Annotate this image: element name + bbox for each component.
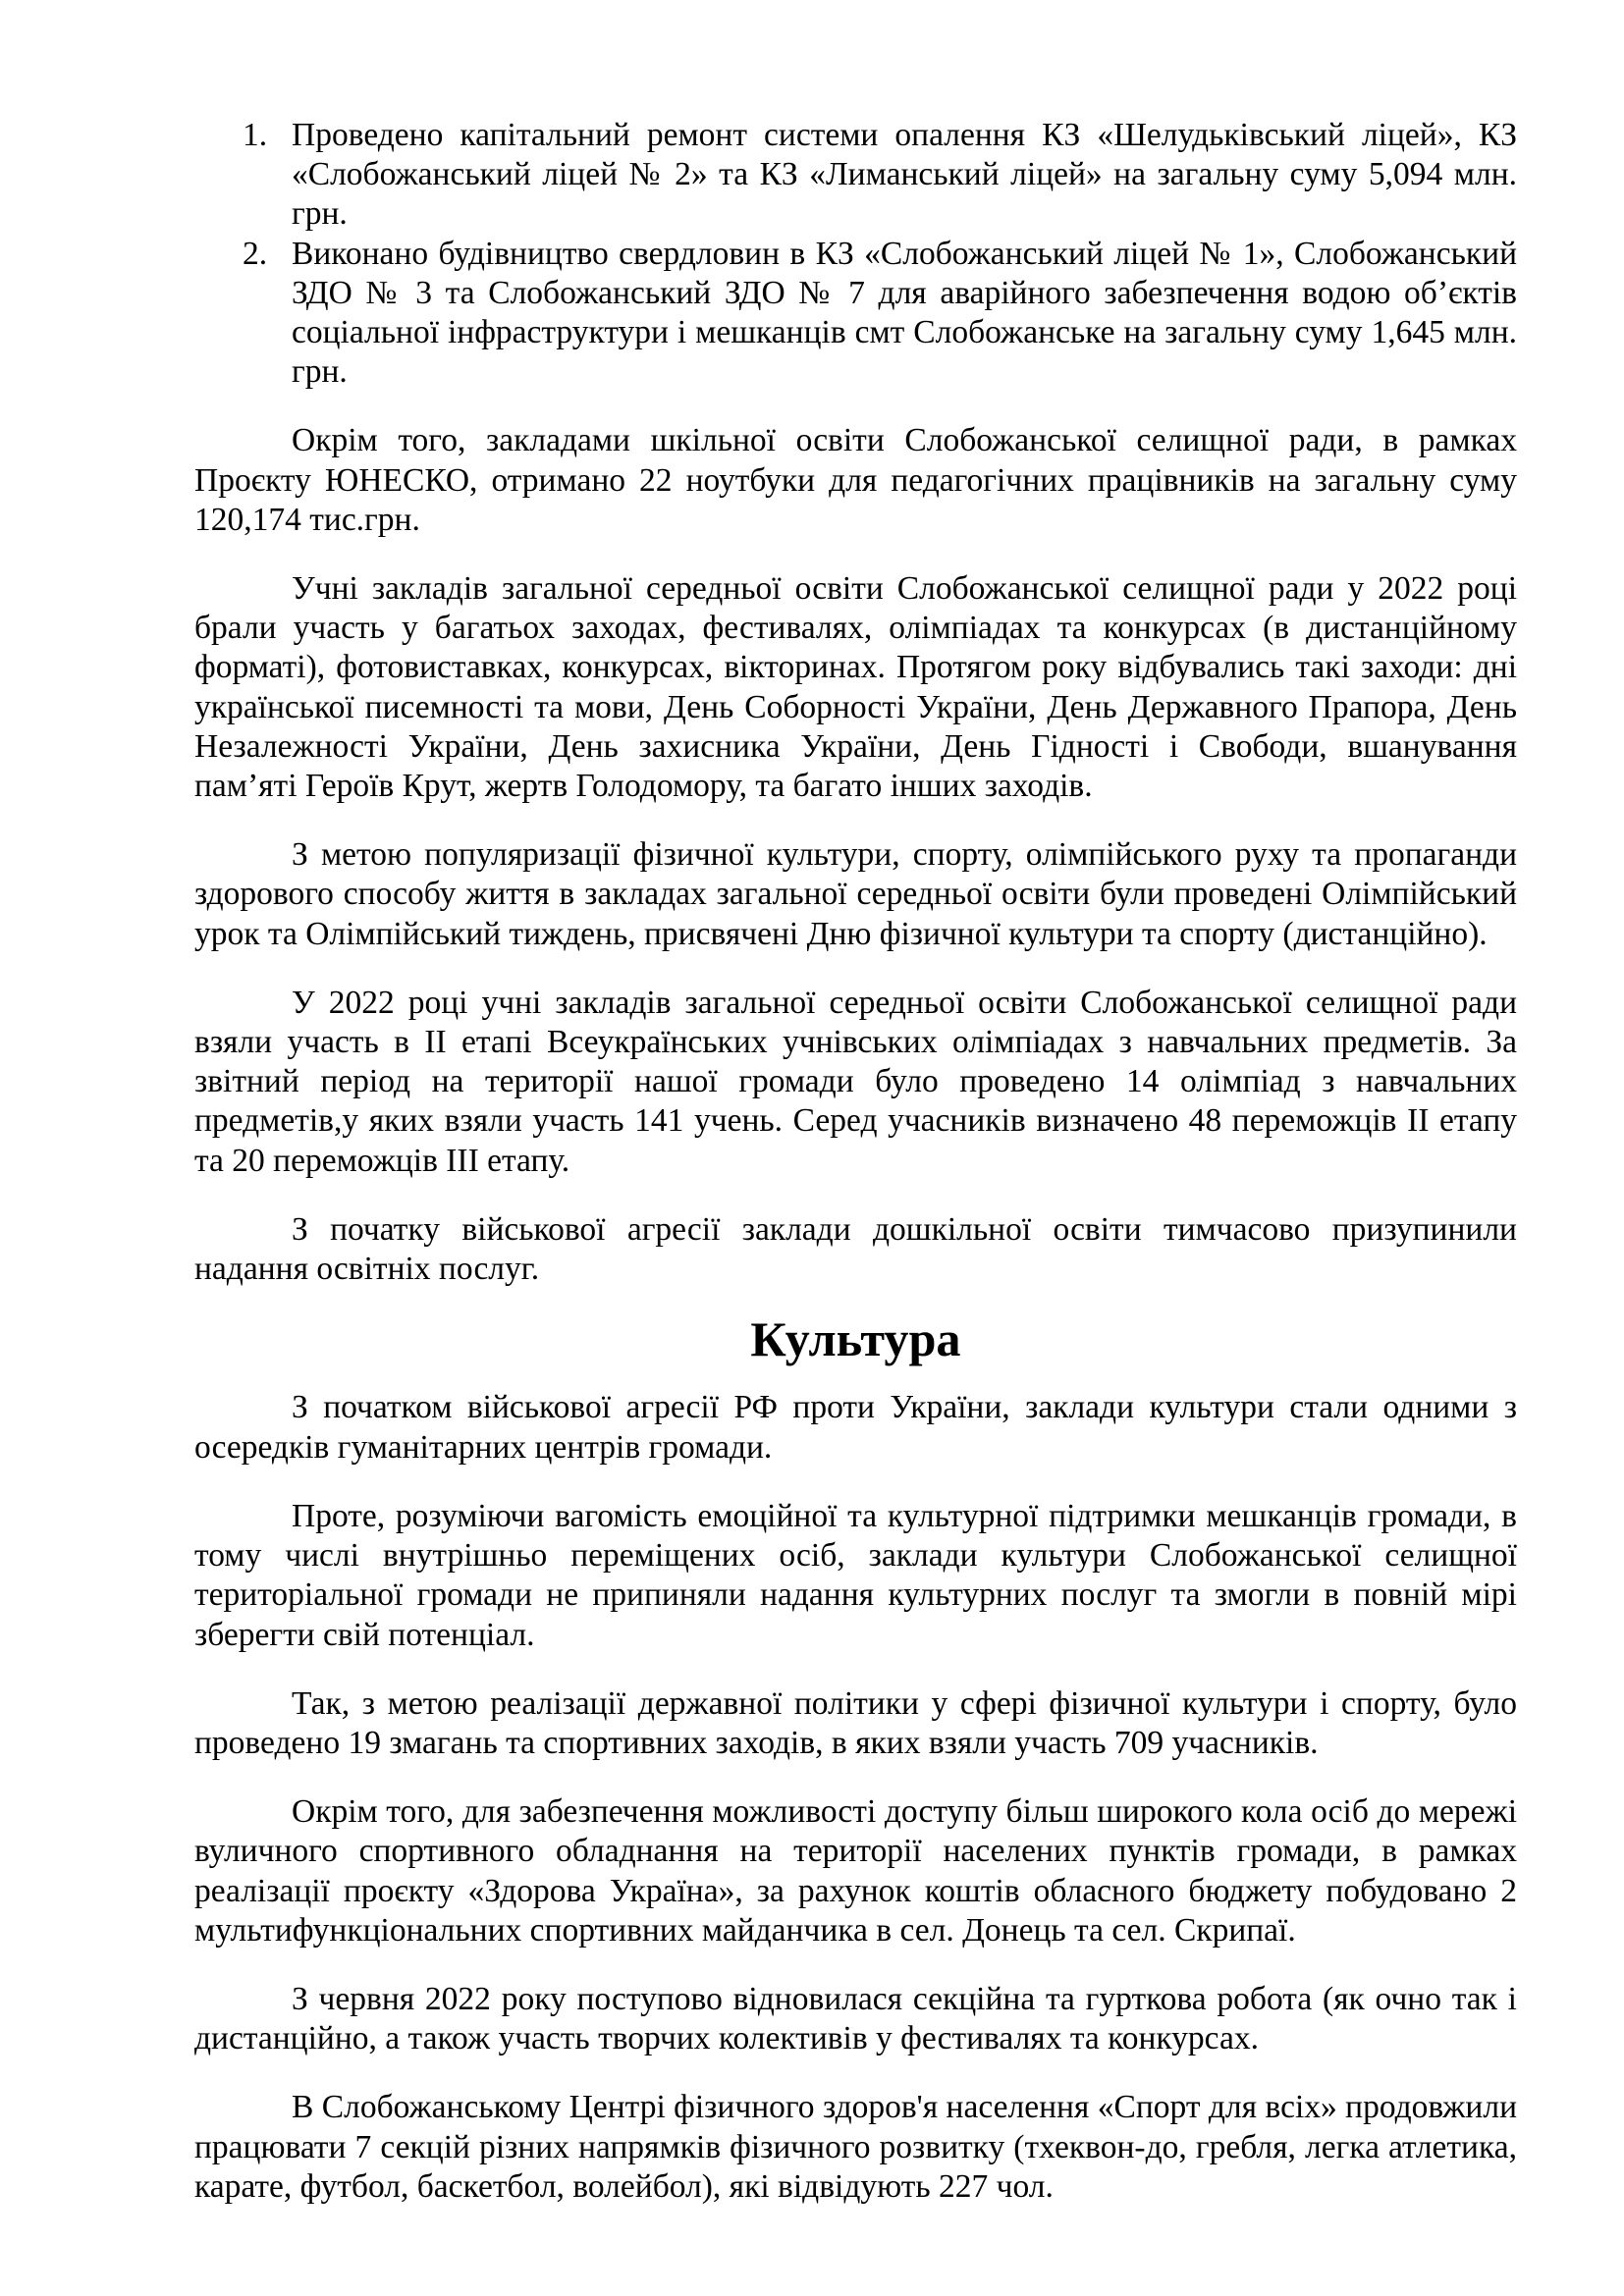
list-item-text: Виконано будівництво свердловин в КЗ «Слобожанський ліцей № 1», Слобожанський ЗДО № 3 та Слобожанський ЗДО № 7 для аварійного забезпечення водою об’єктів соціальної інфраструктури і мешканців смт Слобожанське на загальну суму 1,645 млн. грн. [292,235,1517,391]
paragraph-student-events: Учні закладів загальної середньої освіти Слобожанської селищної ради у 2022 році брали участь у багатьох заходах, фестивалях, олімпіадах та конкурсах (в дистанційному форматі), фотовиставках, конкурсах, вікторинах. Протягом року відбувались такі заходи: дні української писемності та мови, День Соборності України, День Державного Прапора, День Незалежності України, День захисника України, День Гідності і Свободи, вшанування пам’яті Героїв Крут, жертв Голодомору, та багато інших заходів. [194,570,1517,805]
numbered-list [194,116,1517,392]
paragraph-cultural-support: Проте, розуміючи вагомість емоційної та культурної підтримки мешканців громади, в тому числі внутрішньо переміщених осіб, заклади культури Слобожанської селищної територіальної громади не припиняли надання культурних послуг та змогли в повній мірі зберегти свій потенціал. [194,1497,1517,1653]
list-item-number: 2. [243,235,268,272]
paragraph-culture-centers: З початком військової агресії РФ проти України, заклади культури стали одними з осередків гуманітарних центрів громади. [194,1389,1517,1466]
document-page [194,116,1517,2207]
list-item-number: 1. [243,117,268,153]
paragraph-sport-grounds: Окрім того, для забезпечення можливості доступу більш широкого кола осіб до мережі вуличного спортивного обладнання на території населених пунктів громади, в рамках реалізації проєкту «Здорова Україна», за рахунок коштів обласного бюджету побудовано 2 мультифункціональних спортивних майданчика в сел. Донець та сел. Скрипаї. [194,1793,1517,1949]
paragraph-unesco-laptops: Окрім того, закладами шкільної освіти Слобожанської селищної ради, в рамках Проєкту ЮНЕСКО, отримано 22 ноутбуки для педагогічних працівників на загальну суму 120,174 тис.грн. [194,422,1517,538]
list-item-text: Проведено капітальний ремонт системи опалення КЗ «Шелудьківський ліцей», КЗ «Слобожанський ліцей № 2» та КЗ «Лиманський ліцей» на загальну суму 5,094 млн. грн. [292,117,1517,233]
section-heading-culture: Культура [750,1311,961,1367]
paragraph-olympic-lesson: З метою популяризації фізичної культури, спорту, олімпійського руху та пропаганди здорового способу життя в закладах загальної середньої освіти були проведені Олімпійський урок та Олімпійський тиждень, присвячені Дню фізичної культури та спорту (дистанційно). [194,836,1517,952]
list-item [194,116,1517,235]
paragraph-sport-for-all: В Слобожанському Центрі фізичного здоров'я населення «Спорт для всіх» продовжили працювати 7 секцій різних напрямків фізичного розвитку (тхеквон-до, гребля, легка атлетика, карате, футбол, баскетбол, волейбол), які відвідують 227 чол. [194,2089,1517,2205]
paragraph-clubs-resumed: З червня 2022 року поступово відновилася секційна та гурткова робота (як очно так і дистанційно, а також участь творчих колективів у фестивалях та конкурсах. [194,1980,1517,2057]
paragraph-olympiads: У 2022 році учні закладів загальної середньої освіти Слобожанської селищної ради взяли участь в ІІ етапі Всеукраїнських учнівських олімпіадах з навчальних предметів. За звітний період на території нашої громади було проведено 14 олімпіад з навчальних предметів,у яких взяли участь 141 учень. Серед учасників визначено 48 переможців ІІ етапу та 20 переможців ІІІ етапу. [194,984,1517,1179]
paragraph-preschool: З початку військової агресії заклади дошкільної освіти тимчасово призупинили надання освітніх послуг. [194,1210,1517,1288]
list-item [194,235,1517,393]
paragraph-sport-policy: Так, з метою реалізації державної політики у сфері фізичної культури і спорту, було проведено 19 змагань та спортивних заходів, в яких взяли участь 709 учасників. [194,1684,1517,1761]
